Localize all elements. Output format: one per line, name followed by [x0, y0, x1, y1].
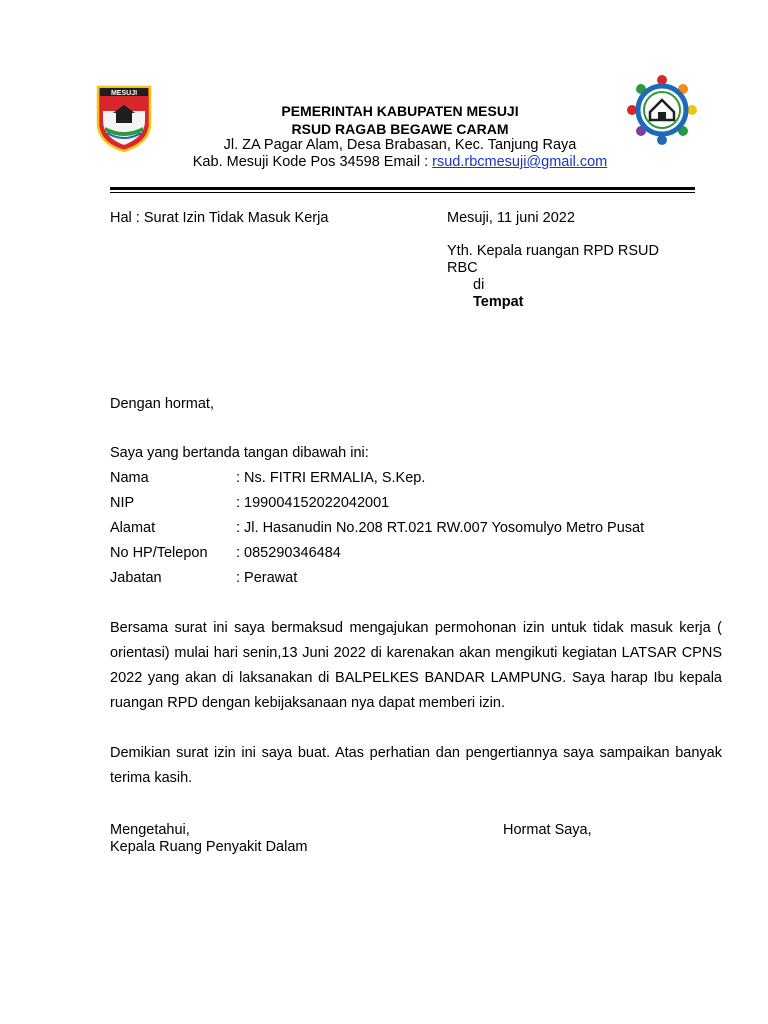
- contact-text: Kab. Mesuji Kode Pos 34598 Email :: [192, 154, 433, 170]
- field-label-nip: NIP: [110, 495, 135, 511]
- signature-acknowledged: Mengetahui,: [110, 822, 190, 838]
- greeting: Dengan hormat,: [110, 396, 214, 412]
- recipient-line-2: RBC: [447, 260, 478, 276]
- intro-text: Saya yang bertanda tangan dibawah ini:: [110, 445, 369, 461]
- letterhead-hospital: RSUD RAGAB BEGAWE CARAM: [291, 121, 509, 137]
- field-value-address: : Jl. Hasanudin No.208 RT.021 RW.007 Yosomulyo Metro Pusat: [236, 520, 645, 536]
- field-label-address: Alamat: [110, 520, 156, 536]
- field-value-position: : Perawat: [236, 570, 298, 586]
- field-value-phone: : 085290346484: [236, 545, 341, 561]
- email-link[interactable]: rsud.rbcmesuji@gmail.com: [432, 154, 608, 170]
- letterhead-government: PEMERINTAH KABUPATEN MESUJI: [281, 103, 519, 119]
- closing-paragraph: Demikian surat izin ini saya buat. Atas perhatian dan pengertiannya saya sampaikan banyak terima kasih.: [110, 745, 722, 786]
- letterhead-divider-thin: [110, 192, 695, 193]
- field-value-name: : Ns. FITRI ERMALIA, S.Kep.: [236, 470, 426, 486]
- signature-regards: Hormat Saya,: [503, 822, 592, 838]
- letter-subject: Hal : Surat Izin Tidak Masuk Kerja: [110, 210, 329, 226]
- field-value-nip: : 199004152022042001: [236, 495, 390, 511]
- field-label-name: Nama: [110, 470, 149, 486]
- recipient-line-3: di: [473, 277, 485, 293]
- emblem-label: MESUJI: [110, 90, 138, 97]
- letterhead-address: Jl. ZA Pagar Alam, Desa Brabasan, Kec. Tanjung Raya: [223, 137, 577, 153]
- recipient-place: Tempat: [473, 294, 524, 310]
- mesuji-emblem-logo: [95, 83, 153, 153]
- body-paragraph: Bersama surat ini saya bermaksud mengajukan permohonan izin untuk tidak masuk kerja ( orientasi) mulai hari senin,13 Juni 2022 di karenakan akan mengikuti kegiatan LATSAR CPNS 2022 yang akan di laksanakan di BALPELKES BANDAR LAMPUNG. Saya harap Ibu kepala ruangan RPD dengan kebijaksanaan nya dapat memberi izin.: [110, 620, 722, 711]
- letterhead-contact: [150, 154, 650, 170]
- recipient-line-1: Yth. Kepala ruangan RPD RSUD: [447, 243, 659, 259]
- field-label-position: Jabatan: [110, 570, 162, 586]
- field-label-phone: No HP/Telepon: [110, 545, 208, 561]
- place-date: Mesuji, 11 juni 2022: [447, 210, 575, 226]
- letterhead-divider-thick: [110, 187, 695, 190]
- signature-head-of-ward: Kepala Ruang Penyakit Dalam: [110, 839, 308, 855]
